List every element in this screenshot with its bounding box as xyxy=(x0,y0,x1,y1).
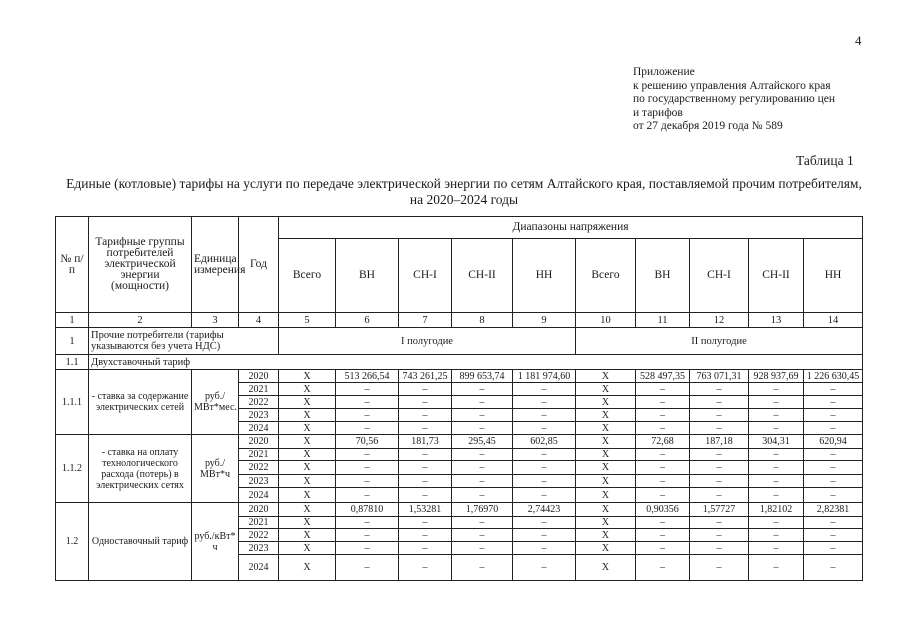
group-label: - ставка на оплату технологического расхода (потерь) в электрических сетях xyxy=(89,435,192,503)
value-cell: X xyxy=(576,475,636,488)
group-unit: руб./кВт* ч xyxy=(192,503,239,581)
value-cell: 0,90356 xyxy=(636,503,690,517)
year-cell: 2020 xyxy=(239,503,279,517)
value-cell: – xyxy=(749,422,804,435)
column-number: 1 xyxy=(56,313,89,328)
column-number: 2 xyxy=(89,313,192,328)
value-cell: X xyxy=(576,396,636,409)
value-cell: – xyxy=(452,542,513,555)
year-cell: 2020 xyxy=(239,435,279,449)
value-cell: – xyxy=(513,461,576,475)
value-cell: – xyxy=(513,517,576,529)
value-cell: – xyxy=(513,409,576,422)
appendix-block xyxy=(633,66,835,134)
value-cell: – xyxy=(690,461,749,475)
value-cell: – xyxy=(513,555,576,581)
value-cell: X xyxy=(279,542,336,555)
value-cell: X xyxy=(279,488,336,503)
value-cell: 70,56 xyxy=(336,435,399,449)
header-voltage-6: Всего xyxy=(576,239,636,313)
value-cell: 304,31 xyxy=(749,435,804,449)
header-voltage-7: ВН xyxy=(636,239,690,313)
value-cell: – xyxy=(749,461,804,475)
column-number: 3 xyxy=(192,313,239,328)
year-cell: 2021 xyxy=(239,517,279,529)
value-cell: – xyxy=(336,475,399,488)
value-cell: 1,82102 xyxy=(749,503,804,517)
value-cell: – xyxy=(749,449,804,461)
value-cell: – xyxy=(804,475,863,488)
value-cell: X xyxy=(576,422,636,435)
year-cell: 2024 xyxy=(239,488,279,503)
value-cell: 528 497,35 xyxy=(636,370,690,383)
value-cell: – xyxy=(804,409,863,422)
value-cell: – xyxy=(749,529,804,542)
value-cell: – xyxy=(399,488,452,503)
value-cell: – xyxy=(399,555,452,581)
value-cell: – xyxy=(336,542,399,555)
section-1-1-label: Двухставочный тариф xyxy=(89,355,863,370)
value-cell: 1 226 630,45 xyxy=(804,370,863,383)
header-voltage-9: СН-II xyxy=(749,239,804,313)
section-1-num: 1 xyxy=(56,328,89,355)
year-cell: 2022 xyxy=(239,529,279,542)
value-cell: – xyxy=(399,409,452,422)
year-cell: 2023 xyxy=(239,409,279,422)
value-cell: 187,18 xyxy=(690,435,749,449)
value-cell: X xyxy=(576,461,636,475)
value-cell: – xyxy=(804,422,863,435)
group-unit: руб./ МВт*ч xyxy=(192,435,239,503)
value-cell: – xyxy=(636,449,690,461)
value-cell: – xyxy=(804,529,863,542)
group-label: Одноставочный тариф xyxy=(89,503,192,581)
header-voltage-10: НН xyxy=(804,239,863,313)
table-label: Таблица 1 xyxy=(796,153,854,168)
value-cell: X xyxy=(279,449,336,461)
value-cell: – xyxy=(452,488,513,503)
column-number: 11 xyxy=(636,313,690,328)
value-cell: – xyxy=(513,529,576,542)
year-cell: 2022 xyxy=(239,461,279,475)
half-year-2-label: II полугодие xyxy=(576,328,863,355)
half-year-1-label: I полугодие xyxy=(279,328,576,355)
section-1-1-num: 1.1 xyxy=(56,355,89,370)
value-cell: – xyxy=(690,396,749,409)
table-row xyxy=(56,370,863,383)
value-cell: X xyxy=(576,555,636,581)
value-cell: – xyxy=(804,517,863,529)
value-cell: – xyxy=(513,383,576,396)
column-number: 7 xyxy=(399,313,452,328)
value-cell: – xyxy=(804,461,863,475)
value-cell: – xyxy=(399,461,452,475)
value-cell: – xyxy=(513,542,576,555)
header-voltage-5: НН xyxy=(513,239,576,313)
column-number: 5 xyxy=(279,313,336,328)
value-cell: – xyxy=(690,542,749,555)
value-cell: – xyxy=(336,529,399,542)
value-cell: X xyxy=(279,409,336,422)
page-number: 4 xyxy=(855,33,862,48)
value-cell: – xyxy=(399,517,452,529)
value-cell: – xyxy=(749,396,804,409)
column-number: 14 xyxy=(804,313,863,328)
value-cell: 620,94 xyxy=(804,435,863,449)
value-cell: – xyxy=(749,542,804,555)
value-cell: – xyxy=(399,422,452,435)
value-cell: 1,57727 xyxy=(690,503,749,517)
value-cell: – xyxy=(804,488,863,503)
value-cell: – xyxy=(452,396,513,409)
value-cell: 2,82381 xyxy=(804,503,863,517)
value-cell: – xyxy=(336,396,399,409)
value-cell: X xyxy=(576,488,636,503)
value-cell: – xyxy=(513,422,576,435)
column-number: 12 xyxy=(690,313,749,328)
value-cell: – xyxy=(452,475,513,488)
column-number: 13 xyxy=(749,313,804,328)
value-cell: – xyxy=(690,449,749,461)
value-cell: – xyxy=(636,396,690,409)
value-cell: – xyxy=(636,475,690,488)
value-cell: – xyxy=(690,422,749,435)
value-cell: – xyxy=(399,396,452,409)
value-cell: – xyxy=(690,383,749,396)
value-cell: 295,45 xyxy=(452,435,513,449)
value-cell: – xyxy=(399,542,452,555)
value-cell: 1,76970 xyxy=(452,503,513,517)
column-number: 8 xyxy=(452,313,513,328)
header-voltage-2: ВН xyxy=(336,239,399,313)
value-cell: X xyxy=(279,555,336,581)
value-cell: – xyxy=(452,529,513,542)
value-cell: – xyxy=(399,475,452,488)
value-cell: – xyxy=(804,542,863,555)
value-cell: X xyxy=(576,383,636,396)
year-cell: 2021 xyxy=(239,449,279,461)
value-cell: – xyxy=(513,449,576,461)
appendix-line: и тарифов xyxy=(633,106,683,119)
header-num: № п/п xyxy=(56,217,89,313)
column-number: 4 xyxy=(239,313,279,328)
value-cell: X xyxy=(576,529,636,542)
value-cell: X xyxy=(279,435,336,449)
value-cell: – xyxy=(513,475,576,488)
value-cell: – xyxy=(636,542,690,555)
header-groups: Тарифные группы потребителей электрической энергии (мощности) xyxy=(89,217,192,313)
value-cell: – xyxy=(452,517,513,529)
column-number: 9 xyxy=(513,313,576,328)
value-cell: – xyxy=(452,383,513,396)
value-cell: – xyxy=(804,396,863,409)
value-cell: X xyxy=(279,383,336,396)
value-cell: 513 266,54 xyxy=(336,370,399,383)
value-cell: X xyxy=(279,422,336,435)
group-unit: руб./ МВт*мес. xyxy=(192,370,239,435)
group-num: 1.1.1 xyxy=(56,370,89,435)
value-cell: X xyxy=(576,370,636,383)
group-label: - ставка за содержание электрических сетей xyxy=(89,370,192,435)
appendix-line: от 27 декабря 2019 года № 589 xyxy=(633,120,783,132)
value-cell: 763 071,31 xyxy=(690,370,749,383)
header-voltage-1: Всего xyxy=(279,239,336,313)
header-year: Год xyxy=(239,217,279,313)
value-cell: 0,87810 xyxy=(336,503,399,517)
value-cell: – xyxy=(336,488,399,503)
value-cell: – xyxy=(636,517,690,529)
value-cell: – xyxy=(749,409,804,422)
header-voltage-4: СН-II xyxy=(452,239,513,313)
value-cell: X xyxy=(279,461,336,475)
value-cell: – xyxy=(336,409,399,422)
value-cell: X xyxy=(576,449,636,461)
value-cell: – xyxy=(690,409,749,422)
column-number: 6 xyxy=(336,313,399,328)
value-cell: – xyxy=(336,555,399,581)
year-cell: 2022 xyxy=(239,396,279,409)
value-cell: X xyxy=(576,435,636,449)
value-cell: – xyxy=(336,461,399,475)
value-cell: – xyxy=(636,383,690,396)
year-cell: 2023 xyxy=(239,542,279,555)
value-cell: – xyxy=(804,449,863,461)
tariff-table xyxy=(55,216,863,581)
value-cell: – xyxy=(749,517,804,529)
value-cell: X xyxy=(576,503,636,517)
value-cell: – xyxy=(513,488,576,503)
value-cell: – xyxy=(804,383,863,396)
year-cell: 2024 xyxy=(239,422,279,435)
value-cell: X xyxy=(279,370,336,383)
value-cell: 1,53281 xyxy=(399,503,452,517)
value-cell: – xyxy=(636,555,690,581)
group-num: 1.1.2 xyxy=(56,435,89,503)
value-cell: – xyxy=(636,422,690,435)
value-cell: – xyxy=(452,422,513,435)
table-row xyxy=(56,435,863,449)
appendix-line: к решению управления Алтайского края xyxy=(633,79,831,92)
value-cell: – xyxy=(636,529,690,542)
header-voltage-ranges: Диапазоны напряжения xyxy=(279,217,863,239)
value-cell: 899 653,74 xyxy=(452,370,513,383)
header-voltage-3: СН-I xyxy=(399,239,452,313)
section-1-label: Прочие потребители (тарифы указываются без учета НДС) xyxy=(89,328,279,355)
value-cell: 743 261,25 xyxy=(399,370,452,383)
value-cell: – xyxy=(690,555,749,581)
year-cell: 2021 xyxy=(239,383,279,396)
year-cell: 2024 xyxy=(239,555,279,581)
value-cell: X xyxy=(279,529,336,542)
value-cell: – xyxy=(749,475,804,488)
value-cell: 72,68 xyxy=(636,435,690,449)
value-cell: X xyxy=(279,503,336,517)
value-cell: – xyxy=(513,396,576,409)
value-cell: 1 181 974,60 xyxy=(513,370,576,383)
value-cell: – xyxy=(452,555,513,581)
column-number: 10 xyxy=(576,313,636,328)
value-cell: X xyxy=(576,409,636,422)
value-cell: – xyxy=(804,555,863,581)
value-cell: 2,74423 xyxy=(513,503,576,517)
appendix-line: по государственному регулированию цен xyxy=(633,93,836,105)
value-cell: X xyxy=(576,542,636,555)
value-cell: – xyxy=(452,449,513,461)
value-cell: X xyxy=(279,475,336,488)
value-cell: – xyxy=(636,461,690,475)
document-title: Единые (котловые) тарифы на услуги по передаче электрической энергии по сетям Алтайского края, поставляемой прочим потребителям, на 2020–2024 годы xyxy=(66,176,862,207)
year-cell: 2020 xyxy=(239,370,279,383)
value-cell: – xyxy=(636,488,690,503)
value-cell: – xyxy=(399,383,452,396)
value-cell: – xyxy=(452,409,513,422)
value-cell: – xyxy=(336,422,399,435)
header-voltage-8: СН-I xyxy=(690,239,749,313)
value-cell: – xyxy=(749,488,804,503)
value-cell: 602,85 xyxy=(513,435,576,449)
value-cell: X xyxy=(576,517,636,529)
value-cell: – xyxy=(636,409,690,422)
value-cell: – xyxy=(690,517,749,529)
year-cell: 2023 xyxy=(239,475,279,488)
value-cell: 181,73 xyxy=(399,435,452,449)
header-unit: Единица измерения xyxy=(192,217,239,313)
value-cell: 928 937,69 xyxy=(749,370,804,383)
appendix-line: Приложение xyxy=(633,66,695,78)
value-cell: – xyxy=(399,529,452,542)
value-cell: – xyxy=(690,475,749,488)
value-cell: – xyxy=(690,488,749,503)
value-cell: – xyxy=(336,383,399,396)
value-cell: – xyxy=(336,517,399,529)
value-cell: – xyxy=(690,529,749,542)
value-cell: X xyxy=(279,396,336,409)
value-cell: – xyxy=(336,449,399,461)
table-row xyxy=(56,503,863,517)
value-cell: – xyxy=(399,449,452,461)
group-num: 1.2 xyxy=(56,503,89,581)
value-cell: X xyxy=(279,517,336,529)
value-cell: – xyxy=(452,461,513,475)
value-cell: – xyxy=(749,555,804,581)
value-cell: – xyxy=(749,383,804,396)
